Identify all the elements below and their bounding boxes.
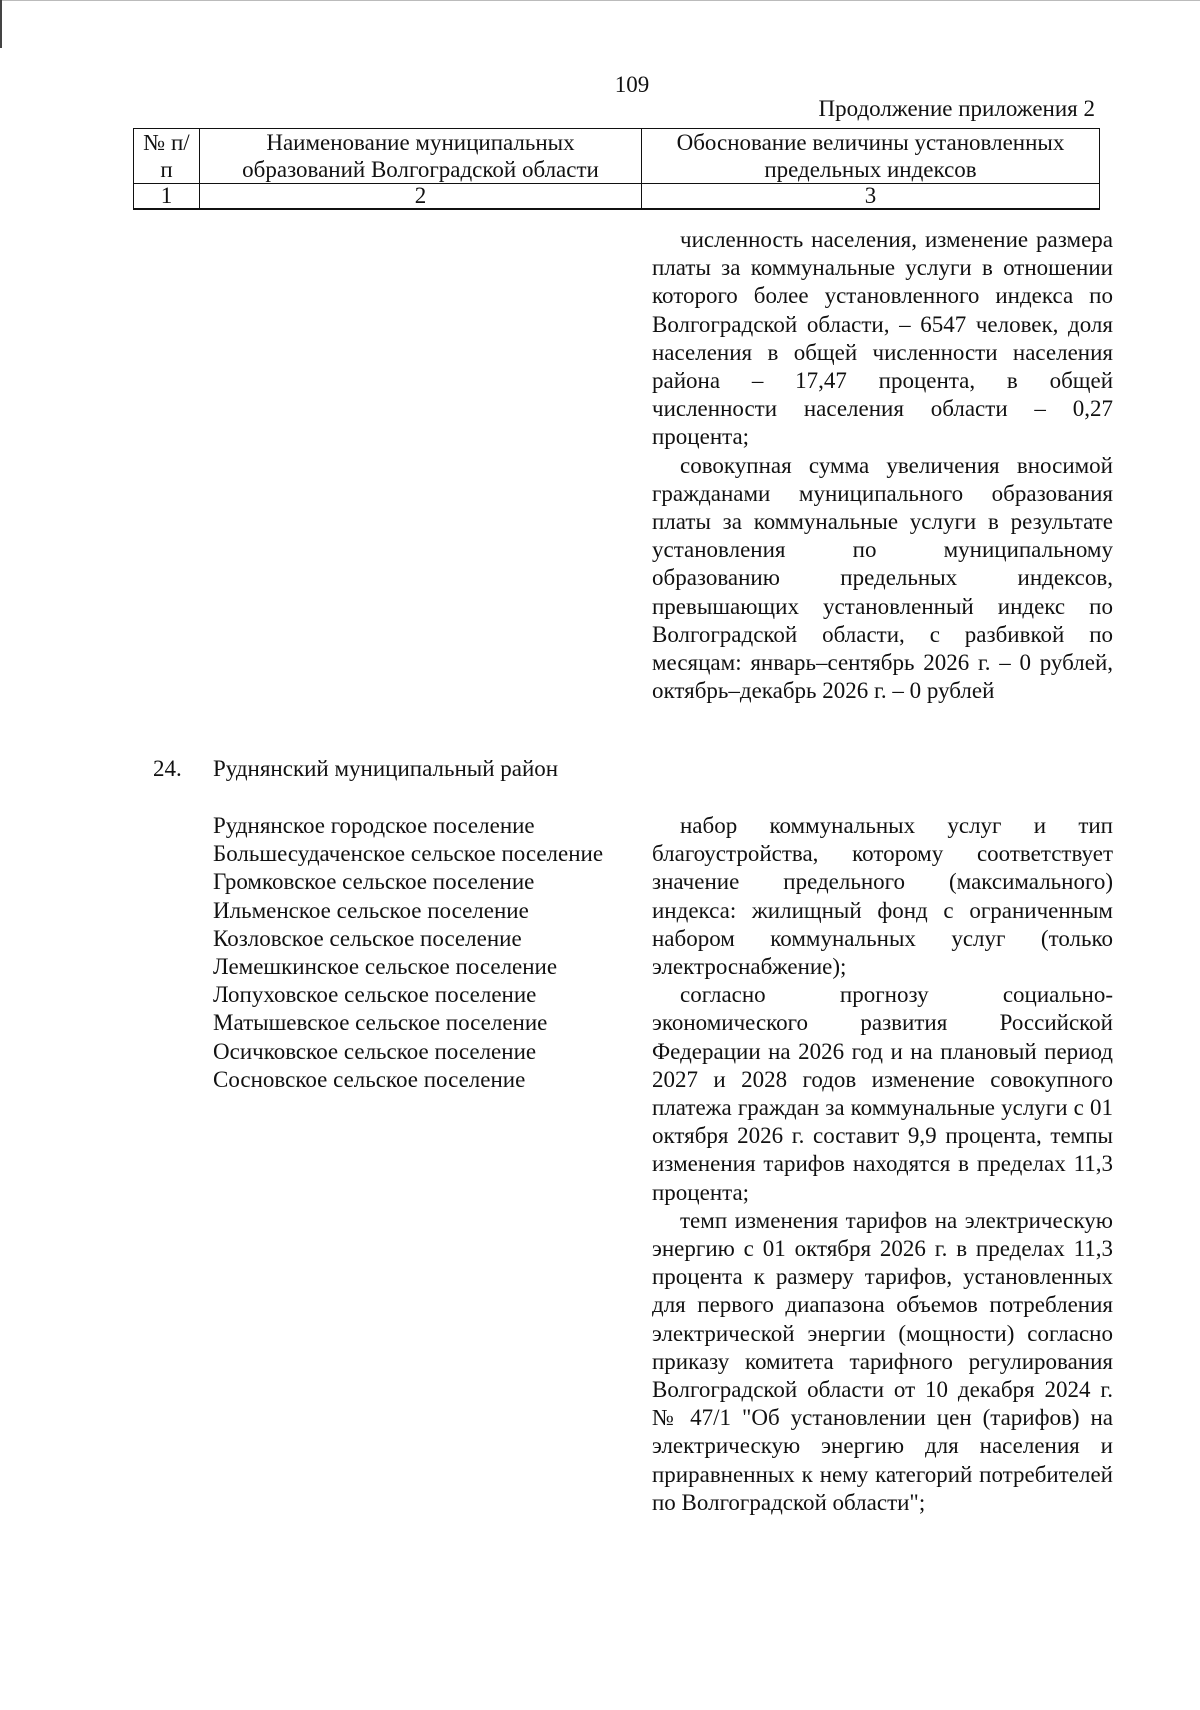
settlement-item: Большесудаченское сельское поселение xyxy=(213,841,604,867)
header-col2-title: Наименование муниципальных образований Волгоградской области xyxy=(200,129,642,184)
district-name: Руднянский муниципальный район xyxy=(213,756,559,781)
settlement-list xyxy=(213,812,603,1094)
header-col2-number: 2 xyxy=(200,184,642,210)
continuation-label: Продолжение приложения 2 xyxy=(818,96,1095,121)
header-number-row xyxy=(134,184,1100,210)
settlement-item: Ильменское сельское поселение xyxy=(213,897,529,923)
settlement-item: Руднянское городское поселение xyxy=(213,813,535,838)
continued-justification xyxy=(652,226,1113,705)
header-col3-number: 3 xyxy=(642,184,1100,210)
justification-paragraph: темп изменения тарифов на электрическую энергию с 01 октября 2026 г. в пределах 11,3 процента к размеру тарифов, установленных для первого диапазона объемов потребления электрической энергии (мощности) согласно приказу комитета тарифного регулирования Волгоградской области от 10 декабря 2024 г. № 47/1 "Об установлении цен (тарифов) на электрическую энергию для населения и приравненных к нему категорий потребителей по Волгоградской области"; xyxy=(652,1207,1113,1515)
header-col1-title: № п/п xyxy=(134,129,200,184)
settlement-item: Громковское сельское поселение xyxy=(213,869,535,895)
settlement-item: Матышевское сельское поселение xyxy=(213,1010,548,1036)
justification-paragraph: численность населения, изменение размера платы за коммунальные услуги в отношении которого более установленного индекса по Волгоградской области, – 6547 человек, доля населения в общей численности населения района – 17,47 процента, в общей численности населения области – 0,27 процента; xyxy=(652,227,1113,450)
scan-edge-top xyxy=(0,0,1200,1)
settlement-item: Осичковское сельское поселение xyxy=(213,1038,537,1064)
header-table xyxy=(133,128,1100,210)
header-col3-title: Обоснование величины установленных предельных индексов xyxy=(642,129,1100,184)
justification-paragraph: набор коммунальных услуг и тип благоустройства, которому соответствует значение предельного (максимального) индекса: жилищный фонд с ограниченным набором коммунальных услуг (только электроснабжение); xyxy=(652,813,1113,980)
justification-paragraph: согласно прогнозу социально-экономического развития Российской Федерации на 2026 год и на плановый период 2027 и 2028 годов изменение совокупного платежа граждан за коммунальные услуги с 01 октября 2026 г. составит 9,9 процента, темпы изменения тарифов находятся в пределах 11,3 процента; xyxy=(652,982,1113,1205)
settlement-item: Лемешкинское сельское поселение xyxy=(213,953,558,979)
settlement-item: Козловское сельское поселение xyxy=(213,925,522,951)
settlement-item: Лопуховское сельское поселение xyxy=(213,982,537,1008)
row-number: 24. xyxy=(153,756,182,781)
page-number: 109 xyxy=(614,72,650,97)
settlement-item: Сосновское сельское поселение xyxy=(213,1066,526,1092)
justification-paragraph: совокупная сумма увеличения вносимой гражданами муниципального образования платы за коммунальные услуги в результате установления по муниципальному образованию предельных индексов, превышающих установленный индекс по Волгоградской области, с разбивкой по месяцам: январь–сентябрь 2026 г. – 0 рублей, октябрь–декабрь 2026 г. – 0 рублей xyxy=(652,452,1113,704)
header-col1-number: 1 xyxy=(134,184,200,210)
scan-edge-left xyxy=(0,0,2,48)
row24-justification xyxy=(652,812,1113,1517)
header-title-row xyxy=(134,129,1100,184)
